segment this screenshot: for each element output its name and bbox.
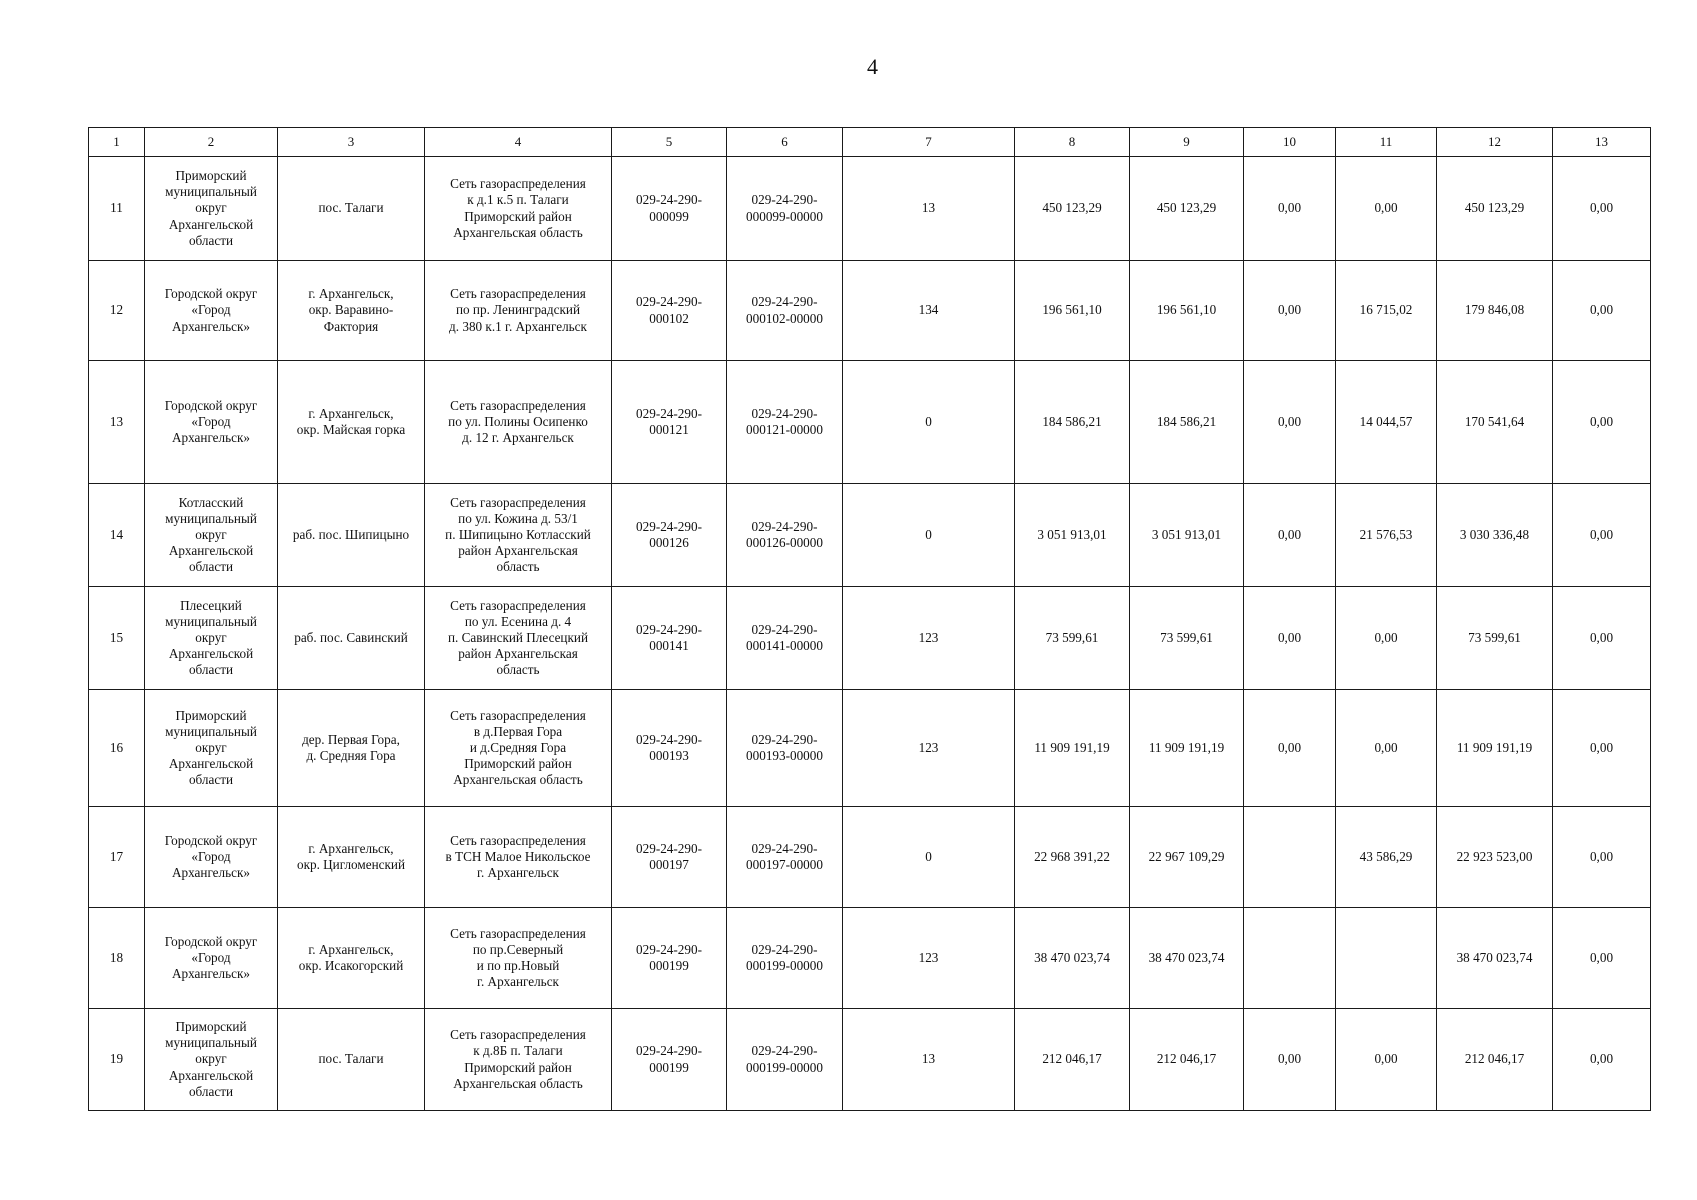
col13-cell: 0,00: [1553, 157, 1651, 261]
row-number: 19: [89, 1009, 145, 1111]
col10-cell: 0,00: [1244, 261, 1336, 361]
col8-cell: 3 051 913,01: [1015, 484, 1130, 587]
col11-cell: 43 586,29: [1336, 807, 1437, 908]
col13-cell: 0,00: [1553, 587, 1651, 690]
col8-cell: 450 123,29: [1015, 157, 1130, 261]
column-number: 5: [612, 128, 727, 157]
col12-cell: 3 030 336,48: [1437, 484, 1553, 587]
col7-cell: 123: [843, 690, 1015, 807]
table-row: [89, 484, 1651, 587]
col13-cell: 0,00: [1553, 908, 1651, 1009]
col13-cell: 0,00: [1553, 484, 1651, 587]
full-code-cell: 029-24-290- 000099-00000: [727, 157, 843, 261]
col9-cell: 450 123,29: [1130, 157, 1244, 261]
full-code-cell: 029-24-290- 000199-00000: [727, 1009, 843, 1111]
col9-cell: 196 561,10: [1130, 261, 1244, 361]
col11-cell: 0,00: [1336, 157, 1437, 261]
object-cell: Сеть газораспределения по ул. Кожина д. 53/1 п. Шипицыно Котласский район Архангельская область: [425, 484, 612, 587]
full-code-cell: 029-24-290- 000199-00000: [727, 908, 843, 1009]
col11-cell: 14 044,57: [1336, 361, 1437, 484]
table-row: [89, 261, 1651, 361]
column-number: 8: [1015, 128, 1130, 157]
district-cell: Городской округ «Город Архангельск»: [145, 807, 278, 908]
full-code-cell: 029-24-290- 000197-00000: [727, 807, 843, 908]
column-number-row: [89, 128, 1651, 157]
col7-cell: 0: [843, 361, 1015, 484]
col7-cell: 13: [843, 157, 1015, 261]
col11-cell: [1336, 908, 1437, 1009]
column-number: 6: [727, 128, 843, 157]
col10-cell: 0,00: [1244, 484, 1336, 587]
col9-cell: 11 909 191,19: [1130, 690, 1244, 807]
col12-cell: 450 123,29: [1437, 157, 1553, 261]
table-row: [89, 908, 1651, 1009]
district-cell: Приморский муниципальный округ Архангельской области: [145, 157, 278, 261]
col8-cell: 11 909 191,19: [1015, 690, 1130, 807]
col7-cell: 123: [843, 587, 1015, 690]
col10-cell: 0,00: [1244, 587, 1336, 690]
table-row: [89, 361, 1651, 484]
column-number: 9: [1130, 128, 1244, 157]
code-cell: 029-24-290- 000141: [612, 587, 727, 690]
code-cell: 029-24-290- 000126: [612, 484, 727, 587]
locality-cell: раб. пос. Шипицыно: [278, 484, 425, 587]
col12-cell: 170 541,64: [1437, 361, 1553, 484]
column-number: 11: [1336, 128, 1437, 157]
col11-cell: 0,00: [1336, 587, 1437, 690]
locality-cell: пос. Талаги: [278, 157, 425, 261]
column-number: 13: [1553, 128, 1651, 157]
column-number: 7: [843, 128, 1015, 157]
column-number: 1: [89, 128, 145, 157]
object-cell: Сеть газораспределения в д.Первая Гора и д.Средняя Гора Приморский район Архангельская область: [425, 690, 612, 807]
col13-cell: 0,00: [1553, 807, 1651, 908]
col9-cell: 73 599,61: [1130, 587, 1244, 690]
col10-cell: 0,00: [1244, 157, 1336, 261]
table-row: [89, 690, 1651, 807]
full-code-cell: 029-24-290- 000141-00000: [727, 587, 843, 690]
code-cell: 029-24-290- 000121: [612, 361, 727, 484]
table-row: [89, 587, 1651, 690]
table-row: [89, 807, 1651, 908]
full-code-cell: 029-24-290- 000102-00000: [727, 261, 843, 361]
district-cell: Приморский муниципальный округ Архангельской области: [145, 1009, 278, 1111]
locality-cell: г. Архангельск, окр. Исакогорский: [278, 908, 425, 1009]
locality-cell: г. Архангельск, окр. Варавино- Фактория: [278, 261, 425, 361]
row-number: 13: [89, 361, 145, 484]
col9-cell: 184 586,21: [1130, 361, 1244, 484]
code-cell: 029-24-290- 000199: [612, 1009, 727, 1111]
col13-cell: 0,00: [1553, 361, 1651, 484]
col8-cell: 73 599,61: [1015, 587, 1130, 690]
col9-cell: 38 470 023,74: [1130, 908, 1244, 1009]
object-cell: Сеть газораспределения к д.1 к.5 п. Талаги Приморский район Архангельская область: [425, 157, 612, 261]
row-number: 14: [89, 484, 145, 587]
row-number: 15: [89, 587, 145, 690]
row-number: 17: [89, 807, 145, 908]
code-cell: 029-24-290- 000197: [612, 807, 727, 908]
column-number: 4: [425, 128, 612, 157]
col13-cell: 0,00: [1553, 261, 1651, 361]
col10-cell: [1244, 807, 1336, 908]
col11-cell: 16 715,02: [1336, 261, 1437, 361]
table-row: [89, 1009, 1651, 1111]
district-cell: Городской округ «Город Архангельск»: [145, 261, 278, 361]
col9-cell: 22 967 109,29: [1130, 807, 1244, 908]
col9-cell: 212 046,17: [1130, 1009, 1244, 1111]
district-cell: Городской округ «Город Архангельск»: [145, 361, 278, 484]
table-row: [89, 157, 1651, 261]
locality-cell: пос. Талаги: [278, 1009, 425, 1111]
object-cell: Сеть газораспределения по ул. Есенина д. 4 п. Савинский Плесецкий район Архангельская область: [425, 587, 612, 690]
column-number: 2: [145, 128, 278, 157]
col10-cell: 0,00: [1244, 361, 1336, 484]
row-number: 16: [89, 690, 145, 807]
code-cell: 029-24-290- 000193: [612, 690, 727, 807]
object-cell: Сеть газораспределения к д.8Б п. Талаги Приморский район Архангельская область: [425, 1009, 612, 1111]
col8-cell: 22 968 391,22: [1015, 807, 1130, 908]
gas-network-register-table: [88, 127, 1651, 1111]
col7-cell: 0: [843, 807, 1015, 908]
row-number: 11: [89, 157, 145, 261]
col10-cell: 0,00: [1244, 690, 1336, 807]
column-number: 10: [1244, 128, 1336, 157]
district-cell: Котласский муниципальный округ Архангельской области: [145, 484, 278, 587]
page-number: 4: [867, 54, 878, 79]
code-cell: 029-24-290- 000099: [612, 157, 727, 261]
full-code-cell: 029-24-290- 000193-00000: [727, 690, 843, 807]
locality-cell: дер. Первая Гора, д. Средняя Гора: [278, 690, 425, 807]
col12-cell: 179 846,08: [1437, 261, 1553, 361]
col12-cell: 11 909 191,19: [1437, 690, 1553, 807]
col8-cell: 196 561,10: [1015, 261, 1130, 361]
column-number: 3: [278, 128, 425, 157]
object-cell: Сеть газораспределения по пр. Ленинградский д. 380 к.1 г. Архангельск: [425, 261, 612, 361]
col7-cell: 123: [843, 908, 1015, 1009]
col12-cell: 38 470 023,74: [1437, 908, 1553, 1009]
col8-cell: 38 470 023,74: [1015, 908, 1130, 1009]
object-cell: Сеть газораспределения по пр.Северный и по пр.Новый г. Архангельск: [425, 908, 612, 1009]
full-code-cell: 029-24-290- 000126-00000: [727, 484, 843, 587]
district-cell: Городской округ «Город Архангельск»: [145, 908, 278, 1009]
district-cell: Плесецкий муниципальный округ Архангельской области: [145, 587, 278, 690]
col11-cell: 21 576,53: [1336, 484, 1437, 587]
object-cell: Сеть газораспределения по ул. Полины Осипенко д. 12 г. Архангельск: [425, 361, 612, 484]
col12-cell: 22 923 523,00: [1437, 807, 1553, 908]
col12-cell: 73 599,61: [1437, 587, 1553, 690]
col7-cell: 13: [843, 1009, 1015, 1111]
col11-cell: 0,00: [1336, 1009, 1437, 1111]
code-cell: 029-24-290- 000199: [612, 908, 727, 1009]
code-cell: 029-24-290- 000102: [612, 261, 727, 361]
locality-cell: г. Архангельск, окр. Майская горка: [278, 361, 425, 484]
locality-cell: г. Архангельск, окр. Цигломенский: [278, 807, 425, 908]
col12-cell: 212 046,17: [1437, 1009, 1553, 1111]
col13-cell: 0,00: [1553, 690, 1651, 807]
object-cell: Сеть газораспределения в ТСН Малое Никольское г. Архангельск: [425, 807, 612, 908]
row-number: 12: [89, 261, 145, 361]
col9-cell: 3 051 913,01: [1130, 484, 1244, 587]
col8-cell: 212 046,17: [1015, 1009, 1130, 1111]
row-number: 18: [89, 908, 145, 1009]
col10-cell: [1244, 908, 1336, 1009]
col8-cell: 184 586,21: [1015, 361, 1130, 484]
full-code-cell: 029-24-290- 000121-00000: [727, 361, 843, 484]
col7-cell: 0: [843, 484, 1015, 587]
district-cell: Приморский муниципальный округ Архангельской области: [145, 690, 278, 807]
col13-cell: 0,00: [1553, 1009, 1651, 1111]
locality-cell: раб. пос. Савинский: [278, 587, 425, 690]
column-number: 12: [1437, 128, 1553, 157]
col7-cell: 134: [843, 261, 1015, 361]
col11-cell: 0,00: [1336, 690, 1437, 807]
col10-cell: 0,00: [1244, 1009, 1336, 1111]
